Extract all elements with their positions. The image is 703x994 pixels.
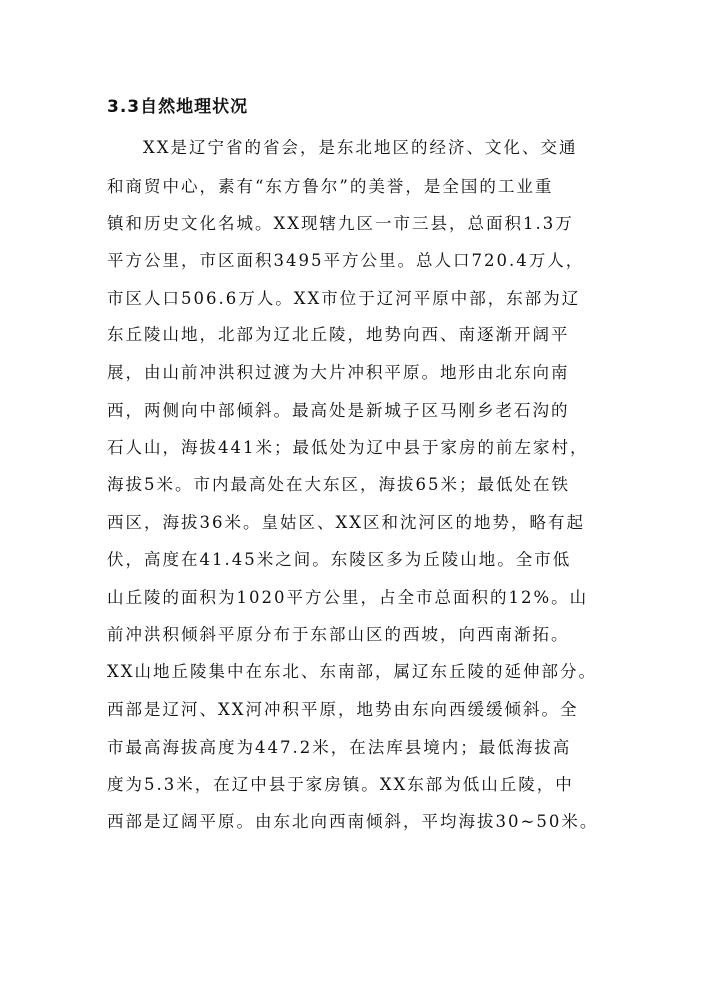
paragraph-line: 石人山，海拔441米；最低处为辽中县于家房的前左家村， [107,438,589,457]
paragraph-line: 海拔5米。市内最高处在大东区，海拔65米；最低处在铁 [107,475,570,494]
paragraph-line: 山丘陵的面积为1020平方公里，占全市总面积的12%。山 [107,588,589,607]
paragraph-line: 东丘陵山地，北部为辽北丘陵，地势向西、南逐渐开阔平 [107,325,570,344]
paragraph-line: 市区人口506.6万人。XX市位于辽河平原中部，东部为辽 [107,289,581,308]
paragraph-line: 西部是辽阔平原。由东北向西南倾斜，平均海拔30~50米。 [107,812,599,831]
paragraph-line: 西部是辽河、XX河冲积平原，地势由东向西缓缓倾斜。全 [107,700,579,719]
paragraph-line: 市最高海拔高度为447.2米，在法库县境内；最低海拔高 [107,738,572,757]
paragraph-line: 度为5.3米，在辽中县于家房镇。XX东部为低山丘陵，中 [107,775,574,794]
paragraph-line: 平方公里，市区面积3495平方公里。总人口720.4万人， [107,251,585,270]
paragraph-line: XX是辽宁省的省会，是东北地区的经济、文化、交通 [143,138,578,157]
paragraph-line: XX山地丘陵集中在东北、东南部，属辽东丘陵的延伸部分。 [107,662,597,681]
paragraph-line: 镇和历史文化名城。XX现辖九区一市三县，总面积1.3万 [107,214,574,233]
paragraph-line: 西，两侧向中部倾斜。最高处是新城子区马刚乡老石沟的 [107,401,570,420]
paragraph-line: 伏，高度在41.45米之间。东陵区多为丘陵山地。全市低 [107,550,572,569]
section-heading: 3.3自然地理状况 [107,97,249,117]
paragraph-line: 展，由山前冲洪积过渡为大片冲积平原。地形由北东向南 [107,363,570,382]
paragraph-line: 和商贸中心，素有“东方鲁尔”的美誉，是全国的工业重 [107,177,554,196]
paragraph-line: 西区，海拔36米。皇姑区、XX区和沈河区的地势，略有起 [107,513,585,532]
paragraph-line: 前冲洪积倾斜平原分布于东部山区的西坡，向西南渐拓。 [107,625,570,644]
